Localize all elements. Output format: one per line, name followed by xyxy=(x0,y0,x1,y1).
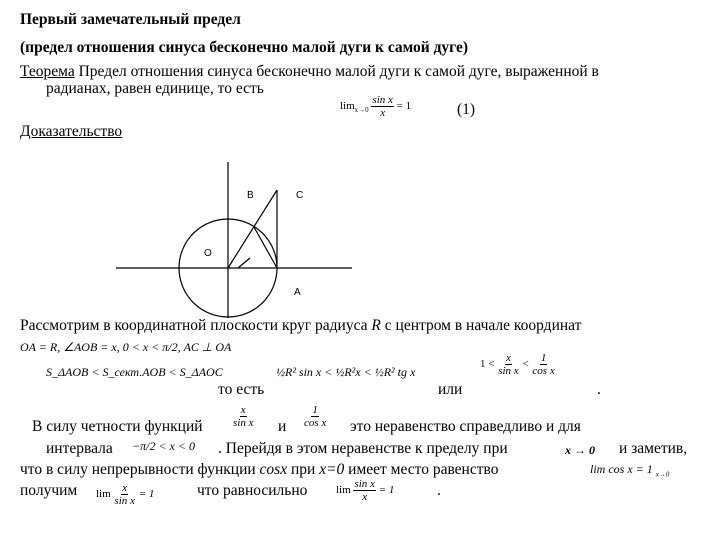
title-line-2: (предел отношения синуса бесконечно малой дуги к самой дуге) xyxy=(20,39,469,56)
theorem-label: Теорема xyxy=(20,63,75,80)
f2-num: 1 xyxy=(312,404,318,416)
f2-den: cos x xyxy=(304,417,327,429)
label-a: A xyxy=(294,287,301,298)
lim-word: lim xyxy=(340,100,355,113)
that-is-text: то есть xyxy=(218,381,265,398)
radius-symbol: R xyxy=(371,317,381,334)
para2-line-2c: и заметив, xyxy=(619,440,688,457)
cosx-text: cosx xyxy=(259,461,288,478)
lim2-num: x xyxy=(122,482,128,494)
para1-line-1 xyxy=(20,317,581,335)
func-1-over-cosx xyxy=(303,404,327,429)
para2-line-2b: . Перейдя в этом неравенстве к пределу при xyxy=(218,440,508,457)
and-text: и xyxy=(278,418,287,435)
para1-text-b: с центром в начале координат xyxy=(380,317,582,334)
lim3-den: x xyxy=(362,491,368,503)
lim3-num: sin x xyxy=(354,478,375,490)
lim-cos-text: lim cos x = 1 xyxy=(590,462,653,476)
fraction-numerator: sin x xyxy=(372,94,393,106)
lim2-eq: = 1 xyxy=(138,488,155,501)
half-r-inequality: ½R² sin x < ½R²x < ½R² tg x xyxy=(276,365,416,379)
fraction-denominator: x xyxy=(380,107,386,119)
para2-dot: . xyxy=(437,482,441,499)
line3-c: имеет место равенство xyxy=(344,461,499,478)
x-to-zero: x → 0 xyxy=(565,443,595,457)
para2-line-1a: В силу четности функций xyxy=(32,418,203,435)
fraction-1-over-cosx xyxy=(531,352,555,377)
area-inequality: S_ΔAOB < S_сект.AOB < S_ΔAOC xyxy=(46,365,223,379)
theorem-line-2: радианах, равен единице, то есть xyxy=(46,80,264,97)
frac1-num: x xyxy=(506,352,511,364)
lim-sinx-over-x: lim $\frac{\text{sin x}}{x}$ = 1 xyxy=(336,478,395,503)
proof-label: Доказательство xyxy=(20,123,123,140)
conditions-formula: OA = R, ∠AOB = x, 0 < x < π/2, AC ⊥ OA xyxy=(20,340,232,354)
para2-line-4a: получим xyxy=(20,482,78,499)
angle-arrowhead xyxy=(238,262,244,268)
theorem-text-1: Предел отношения синуса бесконечно малой дуги к самой дуге, выраженной в xyxy=(74,63,599,80)
label-b: B xyxy=(247,190,254,201)
line-oc xyxy=(228,190,277,268)
formula-equals: = 1 xyxy=(396,100,412,113)
para2-line-4b: что равносильно xyxy=(197,482,308,499)
para2-line-1b: это неравенство справедливо и для xyxy=(350,418,581,435)
f1-num: x xyxy=(240,404,246,416)
line3-a: что в силу непрерывности функции xyxy=(20,461,260,478)
equation-number: (1) xyxy=(457,101,476,118)
lim-x-over-sinx: lim $\frac{x}{\text{sin x}}$ = 1 xyxy=(96,482,155,507)
frac2-den: cos x xyxy=(532,365,555,377)
f1-den: sin x xyxy=(233,417,254,429)
para2-line-2a: интервала xyxy=(46,440,113,457)
fraction-x-over-sinx xyxy=(497,352,519,377)
func-x-over-sinx xyxy=(232,404,254,429)
ratio-inequality xyxy=(480,352,556,377)
para1-dot: . xyxy=(597,381,601,398)
lim-sub: x→0 xyxy=(354,106,369,115)
frac2-num: 1 xyxy=(540,352,547,364)
label-c: C xyxy=(296,190,304,201)
ineq-mid: < xyxy=(522,358,529,371)
line3-b: при xyxy=(287,461,320,478)
lim2-den: sin x xyxy=(114,495,135,507)
title-line-1: Первый замечательный предел xyxy=(20,11,241,28)
lim3-eq: = 1 xyxy=(378,484,395,497)
label-o: O xyxy=(204,248,212,259)
interval-formula: −π/2 < x < 0 xyxy=(132,439,195,453)
ineq-left: 1 < xyxy=(480,358,495,371)
x0-text: x=0 xyxy=(319,461,345,478)
frac1-den: sin x xyxy=(498,365,519,377)
chord-ba xyxy=(254,227,277,268)
para2-line-3 xyxy=(20,461,498,479)
para1-text-a: Рассмотрим в координатной плоскости круг радиуса xyxy=(20,317,372,334)
lim-cos-sub: x→0 xyxy=(655,470,670,479)
lim-cos-formula xyxy=(590,463,669,480)
or-text: или xyxy=(438,381,463,398)
